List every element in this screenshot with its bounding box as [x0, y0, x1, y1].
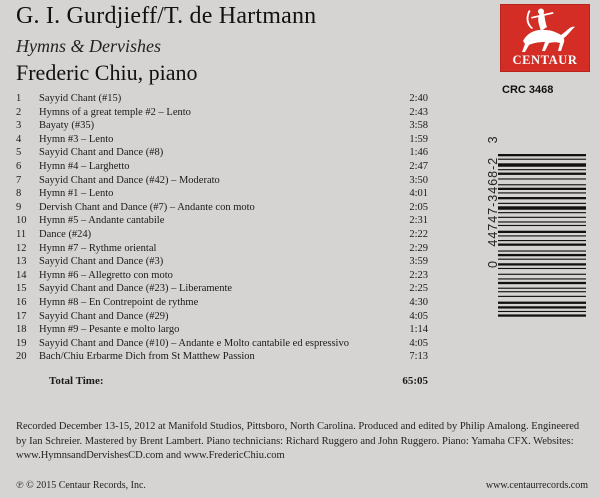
track-number: 10 — [16, 215, 27, 227]
track-duration: 2:31 — [409, 215, 428, 227]
track-row — [16, 242, 428, 256]
upc-number — [486, 135, 500, 268]
track-title: Hymn #3 – Lento — [39, 133, 114, 145]
track-title: Sayyid Chant (#15) — [39, 93, 122, 104]
track-row — [16, 296, 428, 310]
track-row — [16, 350, 428, 364]
track-number: 15 — [16, 283, 27, 295]
track-title: Hymn #9 – Pesante e molto largo — [39, 324, 180, 336]
track-title: Sayyid Chant and Dance (#8) — [39, 147, 164, 159]
composer-title: G. I. Gurdjieff/T. de Hartmann — [16, 3, 317, 29]
track-duration: 3:59 — [409, 256, 428, 268]
copyright: ℗ © 2015 Centaur Records, Inc. — [16, 480, 146, 491]
track-duration: 7:13 — [409, 351, 428, 363]
track-duration: 4:01 — [409, 188, 428, 200]
track-row — [16, 214, 428, 228]
album-title: Hymns & Dervishes — [16, 36, 161, 56]
upc-check: 3 — [486, 135, 500, 144]
label-name: CENTAUR — [512, 53, 578, 67]
track-number: 9 — [16, 201, 22, 213]
track-title: Dervish Chant and Dance (#7) – Andante con moto — [39, 201, 255, 213]
track-row — [16, 228, 428, 242]
track-number: 2 — [16, 106, 22, 118]
track-duration: 1:14 — [409, 324, 428, 336]
track-duration: 2:40 — [409, 93, 428, 104]
track-row — [16, 133, 428, 147]
recording-credits: Recorded December 13-15, 2012 at Manifold Studios, Pittsboro, North Carolina. Produced and edited by Philip Amalong. Engineered by Ian Schreier. Mastered by Brent Lambert. Piano technicians: Richard Ruggero and John Ruggero. Piano: Yamaha CFX. Websites: www.HymnsandDervishesCD.com and www.FredericChiu.com — [16, 421, 580, 461]
track-number: 17 — [16, 310, 27, 322]
track-number: 18 — [16, 324, 27, 336]
track-title: Hymn #8 – En Contrepoint de rythme — [39, 296, 199, 308]
track-duration: 2:47 — [409, 160, 428, 172]
track-title: Hymn #5 – Andante cantabile — [39, 215, 165, 227]
track-title: Dance (#24) — [39, 228, 92, 240]
track-title: Sayyid Chant and Dance (#42) – Moderato — [39, 174, 220, 186]
track-row — [16, 269, 428, 283]
track-duration: 2:25 — [409, 283, 428, 295]
track-number: 11 — [16, 228, 27, 240]
track-number: 5 — [16, 147, 22, 159]
track-duration: 1:59 — [409, 133, 428, 145]
track-title: Hymn #6 – Allegretto con moto — [39, 269, 173, 281]
track-duration: 1:46 — [409, 147, 428, 159]
track-row — [16, 187, 428, 201]
centaur-logo — [500, 4, 590, 72]
track-number: 4 — [16, 133, 22, 145]
track-duration: 2:22 — [409, 228, 428, 240]
total-time-label: Total Time: — [49, 375, 104, 387]
track-number: 1 — [16, 93, 22, 104]
catalog-number: CRC 3468 — [502, 84, 554, 96]
track-row — [16, 323, 428, 337]
track-duration: 4:30 — [409, 296, 428, 308]
total-time-value: 65:05 — [402, 375, 428, 387]
track-number: 20 — [16, 351, 27, 363]
track-duration: 2:29 — [409, 242, 428, 254]
track-title: Hymn #1 – Lento — [39, 188, 114, 200]
track-number: 8 — [16, 188, 22, 200]
website-link[interactable]: www.centaurrecords.com — [485, 480, 588, 491]
track-duration: 3:50 — [409, 174, 428, 186]
track-duration: 4:05 — [409, 337, 428, 349]
track-title: Sayyid Chant and Dance (#29) — [39, 310, 169, 322]
upc-prefix: 0 — [486, 260, 500, 268]
barcode — [440, 150, 590, 330]
track-number: 14 — [16, 269, 27, 281]
track-duration: 2:05 — [409, 201, 428, 213]
track-duration: 4:05 — [409, 310, 428, 322]
track-row — [16, 282, 428, 296]
total-time-row — [49, 375, 428, 389]
track-number: 6 — [16, 160, 22, 172]
track-row — [16, 106, 428, 120]
track-number: 7 — [16, 174, 22, 186]
track-title: Sayyid Chant and Dance (#10) – Andante e Molto cantabile ed espressivo — [39, 337, 349, 349]
track-duration: 3:58 — [409, 120, 428, 132]
track-row — [16, 201, 428, 215]
performer-name: Frederic Chiu, piano — [16, 60, 198, 85]
track-row — [16, 160, 428, 174]
track-title: Sayyid Chant and Dance (#23) – Liberamente — [39, 283, 233, 295]
track-title: Hymn #7 – Rythme oriental — [39, 242, 157, 254]
track-list — [16, 92, 428, 364]
track-number: 16 — [16, 296, 27, 308]
track-title: Hymn #4 – Larghetto — [39, 160, 130, 172]
track-row — [16, 174, 428, 188]
track-title: Bach/Chiu Erbarme Dich from St Matthew Passion — [39, 351, 255, 363]
track-number: 13 — [16, 256, 27, 268]
track-row — [16, 119, 428, 133]
track-number: 12 — [16, 242, 27, 254]
track-number: 3 — [16, 120, 22, 132]
barcode-bars — [440, 150, 590, 330]
track-row — [16, 337, 428, 351]
track-row — [16, 255, 428, 269]
track-duration: 2:43 — [409, 106, 428, 118]
centaur-figure-icon — [501, 5, 589, 57]
track-row — [16, 310, 428, 324]
track-title: Sayyid Chant and Dance (#3) — [39, 256, 164, 268]
track-title: Hymns of a great temple #2 – Lento — [39, 106, 191, 118]
track-number: 19 — [16, 337, 27, 349]
track-duration: 2:23 — [409, 269, 428, 281]
track-title: Bayaty (#35) — [39, 120, 95, 132]
track-row — [16, 92, 428, 106]
upc-middle: 44747-3468-2 — [486, 156, 500, 247]
track-row — [16, 146, 428, 160]
